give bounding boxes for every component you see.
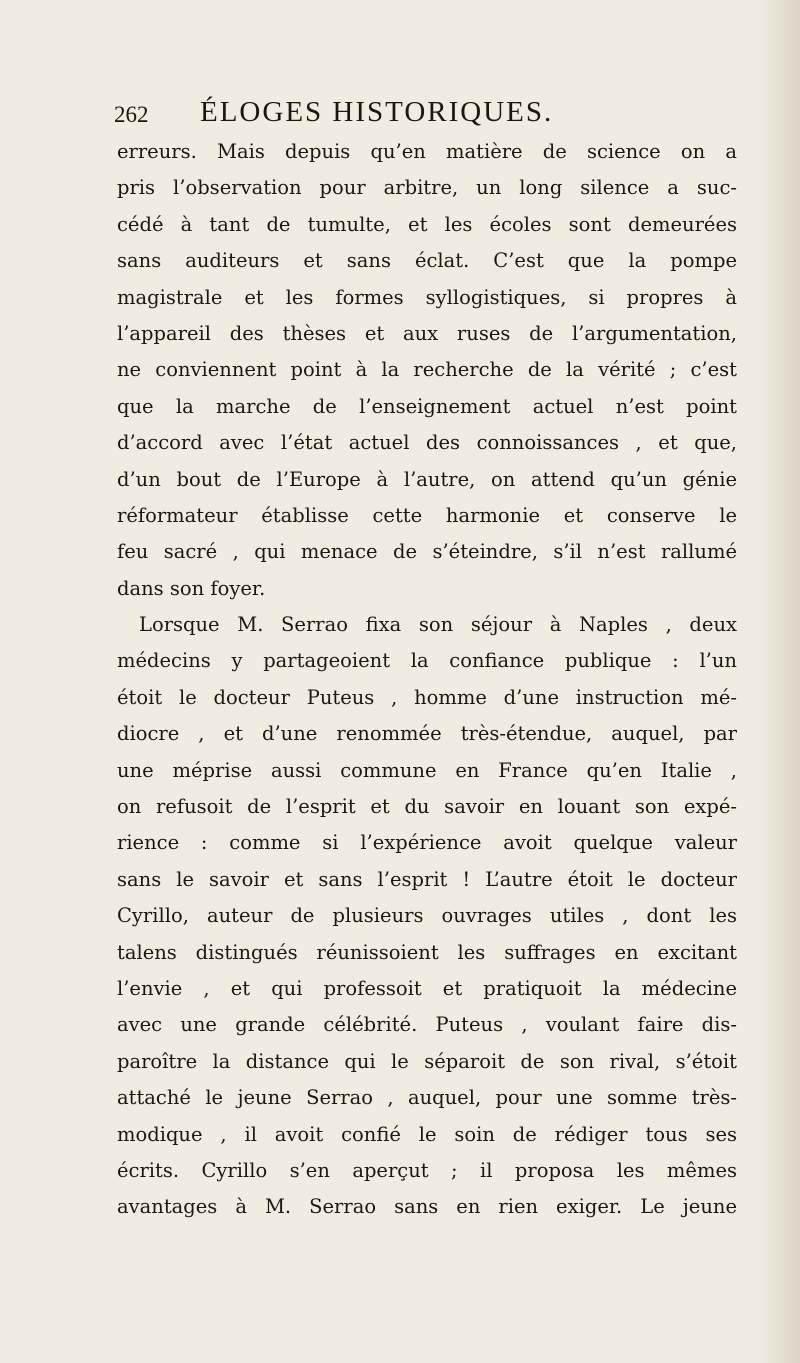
paragraph-start-line: Lorsque M. Serrao fixa son séjour à Naples , deux [139,613,737,637]
text-line: talens distingués réunissoient les suffrages en excitant [117,940,737,964]
text-line: rience : comme si l’expérience avoit quelque valeur [117,831,737,855]
text-line: diocre , et d’une renommée très-étendue, auquel, par [117,722,737,746]
text-line: l’envie , et qui professoit et pratiquoit la médecine [117,976,737,1000]
text-line: erreurs. Mais depuis qu’en matière de science on a [117,140,737,163]
text-line: magistrale et les formes syllogistiques, si propres à [117,285,737,309]
text-line: avec une grande célébrité. Puteus , voulant faire dis- [117,1013,737,1037]
text-line: médecins y partageoient la confiance publique : l’un [117,649,737,673]
text-line: pris l’observation pour arbitre, un long silence a suc- [117,176,737,200]
text-line: modique , il avoit confié le soin de rédiger tous ses [117,1122,737,1146]
text-line: paroître la distance qui le séparoit de son rival, s’étoit [117,1049,737,1073]
page-number: 262 [114,102,149,127]
text-line: avantages à M. Serrao sans en rien exiger. Le jeune [117,1195,737,1219]
page-edge-shadow [760,0,800,1363]
text-line: Cyrillo, auteur de plusieurs ouvrages utiles , dont les [117,904,737,928]
body-text [117,134,737,1226]
paragraph-end-line: dans son foyer. [117,576,266,600]
text-line: une méprise aussi commune en France qu’en Italie , [117,758,737,782]
text-line: attaché le jeune Serrao , auquel, pour une somme très- [117,1086,737,1110]
text-line: réformateur établisse cette harmonie et conserve le [117,503,737,527]
text-line: d’un bout de l’Europe à l’autre, on attend qu’un génie [117,467,737,491]
text-line: que la marche de l’enseignement actuel n’est point [117,394,737,418]
text-line: cédé à tant de tumulte, et les écoles sont demeurées [117,212,737,236]
text-line: sans le savoir et sans l’esprit ! L’autre étoit le docteur [117,867,737,891]
text-line: on refusoit de l’esprit et du savoir en louant son expé- [117,795,737,819]
text-line: d’accord avec l’état actuel des connoissances , et que, [117,431,737,455]
text-line: sans auditeurs et sans éclat. C’est que la pompe [117,249,737,273]
running-title: ÉLOGES HISTORIQUES. [200,96,554,128]
text-line: écrits. Cyrillo s’en aperçut ; il proposa les mêmes [117,1158,737,1182]
text-line: étoit le docteur Puteus , homme d’une instruction mé- [117,685,737,709]
text-line: feu sacré , qui menace de s’éteindre, s’il n’est rallumé [117,540,737,564]
text-line: ne conviennent point à la recherche de la vérité ; c’est [117,358,737,382]
text-line: l’appareil des thèses et aux ruses de l’argumentation, [117,321,737,345]
page-header [114,96,714,136]
